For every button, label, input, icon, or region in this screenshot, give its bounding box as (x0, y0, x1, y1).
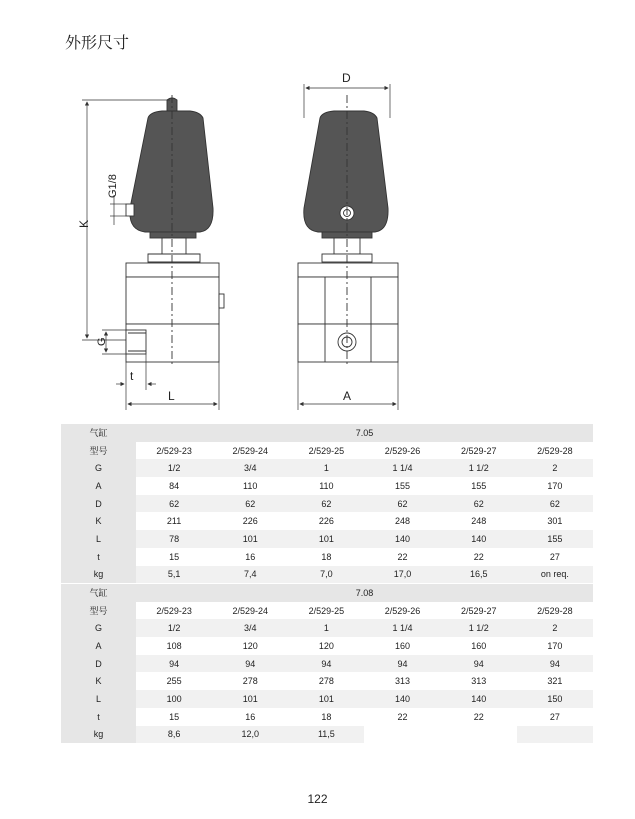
model-cell: 2/529-24 (232, 605, 268, 616)
model-cell: 2/529-24 (232, 445, 268, 456)
table-cell: 100 (136, 690, 212, 708)
cylinder-label: 气缸 (61, 584, 136, 602)
table-cell: 101 (288, 690, 364, 708)
table-cell: 94 (517, 655, 593, 673)
table-cell: 313 (471, 676, 487, 687)
table-cell (517, 726, 593, 744)
table-cell: 62 (212, 495, 288, 513)
table-cell: 94 (136, 655, 212, 673)
table-cell: 8,6 (136, 726, 212, 744)
table-row (61, 602, 593, 620)
table-cell: 1 (288, 619, 364, 637)
table-cell: 16 (245, 551, 256, 562)
table-cell: 150 (517, 690, 593, 708)
model-cell: 2/529-23 (156, 605, 192, 616)
table-cell: 16,5 (441, 566, 517, 584)
cylinder-label: 气缸 (61, 424, 136, 442)
table-cell: 1 1/2 (441, 619, 517, 637)
table-cell: 110 (243, 480, 258, 491)
side-view (126, 95, 224, 366)
table-cell: 62 (517, 495, 593, 513)
table-cell: 108 (166, 640, 182, 651)
table-cell: 27 (549, 551, 560, 562)
model-cell: 2/529-23 (156, 445, 192, 456)
table-cell: 278 (242, 676, 258, 687)
table-cell: 226 (318, 516, 334, 527)
model-label: 型号 (61, 442, 136, 460)
table-cell: 17,0 (364, 566, 440, 584)
front-view (298, 95, 398, 366)
table-cell: 18 (321, 711, 332, 722)
table-cell: 3/4 (212, 619, 288, 637)
table-cell: 140 (364, 690, 440, 708)
dim-label-t: t (130, 369, 134, 383)
table-row (61, 619, 593, 637)
table-cell: 211 (166, 516, 182, 527)
table-cell: 1 (288, 459, 364, 477)
table-row (61, 566, 593, 584)
table-cell: 11,5 (288, 726, 364, 744)
table-cell: 226 (242, 516, 258, 527)
page-title: 外形尺寸 (65, 33, 130, 52)
table-cell: 110 (319, 480, 334, 491)
table-cell: 62 (136, 495, 212, 513)
model-cell: 2/529-25 (308, 445, 345, 456)
dim-label-l: L (168, 389, 175, 403)
table-cell: 3/4 (212, 459, 288, 477)
table-cell: 15 (169, 711, 180, 722)
table-cell: 84 (169, 480, 180, 491)
table-row (61, 637, 593, 655)
table-cell: 140 (441, 690, 517, 708)
model-cell: 2/529-27 (460, 605, 497, 616)
table-cell: 1 1/2 (441, 459, 517, 477)
spec-table-705 (61, 424, 593, 583)
table-cell: 12,0 (212, 726, 288, 744)
row-label: G (61, 459, 136, 477)
table-cell: 22 (473, 711, 484, 722)
table-cell: 62 (288, 495, 364, 513)
table-row (61, 690, 593, 708)
cylinder-value: 7.08 (136, 584, 593, 602)
table-cell: on req. (517, 566, 593, 584)
row-label: L (61, 690, 136, 708)
table-cell: 101 (288, 530, 364, 548)
row-label: L (61, 530, 136, 548)
dim-label-a: A (343, 389, 352, 403)
dim-label-k: K (77, 219, 91, 228)
row-label: A (61, 477, 136, 495)
row-label: kg (61, 726, 136, 744)
table-row (61, 672, 593, 690)
table-cell: 101 (212, 530, 288, 548)
table-cell: 62 (364, 495, 440, 513)
table-cell: 140 (441, 530, 517, 548)
table-cell: 1/2 (136, 459, 212, 477)
table-cell: 94 (441, 655, 517, 673)
table-cell: 15 (169, 551, 180, 562)
table-cell: 321 (547, 676, 563, 687)
table-cell: 5,1 (136, 566, 212, 584)
table-row (61, 548, 593, 566)
table-cell: 248 (395, 516, 411, 527)
table-row (61, 655, 593, 673)
table-cell: 170 (547, 640, 563, 651)
dim-label-g: G (96, 337, 108, 346)
row-label: t (61, 708, 136, 726)
table-cell: 301 (547, 516, 563, 527)
table-cell: 16 (245, 711, 256, 722)
table-row (61, 512, 593, 530)
dim-label-g18: G1/8 (107, 174, 119, 198)
table-cell: 22 (473, 551, 484, 562)
model-cell: 2/529-25 (308, 605, 345, 616)
table-cell: 313 (395, 676, 411, 687)
table-cell: 2 (517, 459, 593, 477)
row-label: K (61, 512, 136, 530)
table-cell: 155 (395, 480, 411, 491)
table-cell: 1 1/4 (364, 459, 440, 477)
model-label: 型号 (61, 602, 136, 620)
table-cell: 94 (364, 655, 440, 673)
row-label: D (61, 495, 136, 513)
table-cell: 255 (166, 676, 182, 687)
table-cell: 160 (395, 640, 411, 651)
table-row (61, 442, 593, 460)
row-label: K (61, 672, 136, 690)
dimension-drawing (60, 68, 420, 418)
table-row (61, 708, 593, 726)
table-cell: 94 (288, 655, 364, 673)
table-row (61, 424, 593, 442)
table-cell: 140 (364, 530, 440, 548)
table-row (61, 726, 593, 744)
model-cell: 2/529-26 (384, 445, 421, 456)
table-row (61, 495, 593, 513)
row-label: A (61, 637, 136, 655)
table-cell: 1/2 (136, 619, 212, 637)
table-cell (441, 726, 517, 744)
table-row (61, 459, 593, 477)
table-cell: 78 (136, 530, 212, 548)
table-cell: 7,0 (288, 566, 364, 584)
model-cell: 2/529-26 (384, 605, 421, 616)
table-cell: 160 (471, 640, 487, 651)
spec-table-708 (61, 584, 593, 743)
table-cell: 101 (212, 690, 288, 708)
table-cell: 2 (517, 619, 593, 637)
table-cell: 7,4 (212, 566, 288, 584)
table-cell (364, 726, 440, 744)
table-cell: 248 (471, 516, 487, 527)
row-label: kg (61, 566, 136, 584)
table-cell: 155 (471, 480, 487, 491)
table-cell: 22 (397, 711, 408, 722)
table-row (61, 584, 593, 602)
table-cell: 62 (441, 495, 517, 513)
table-cell: 155 (517, 530, 593, 548)
table-cell: 1 1/4 (364, 619, 440, 637)
table-cell: 94 (212, 655, 288, 673)
table-cell: 120 (318, 640, 334, 651)
row-label: t (61, 548, 136, 566)
row-label: D (61, 655, 136, 673)
model-cell: 2/529-28 (537, 605, 573, 616)
model-cell: 2/529-28 (537, 445, 573, 456)
table-row (61, 477, 593, 495)
table-cell: 18 (321, 551, 332, 562)
dim-label-d: D (342, 71, 351, 85)
table-cell: 22 (397, 551, 408, 562)
table-row (61, 530, 593, 548)
row-label: G (61, 619, 136, 637)
table-cell: 278 (318, 676, 334, 687)
page-number: 122 (307, 792, 328, 806)
table-cell: 27 (549, 711, 560, 722)
model-cell: 2/529-27 (460, 445, 497, 456)
table-cell: 120 (242, 640, 258, 651)
table-cell: 170 (547, 480, 563, 491)
cylinder-value: 7.05 (136, 424, 593, 442)
